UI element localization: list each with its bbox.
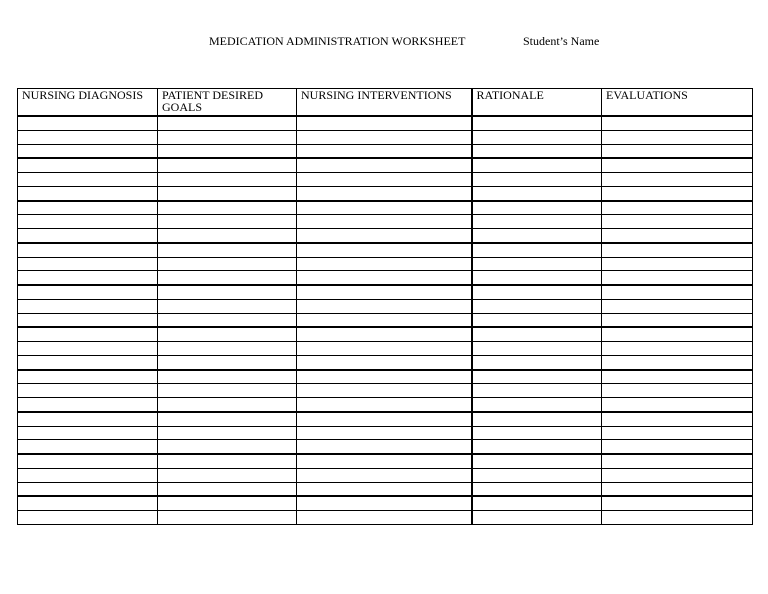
table-row <box>18 243 753 257</box>
cell-rationale <box>472 426 602 440</box>
cell-nursing-diagnosis <box>18 144 158 158</box>
cell-nursing-interventions <box>297 454 472 468</box>
cell-nursing-interventions <box>297 426 472 440</box>
cell-patient-desired-goals <box>158 370 297 384</box>
cell-evaluations <box>602 370 753 384</box>
cell-rationale <box>472 454 602 468</box>
table-row <box>18 384 753 398</box>
cell-evaluations <box>602 229 753 243</box>
cell-nursing-diagnosis <box>18 355 158 369</box>
cell-rationale <box>472 342 602 356</box>
cell-rationale <box>472 243 602 257</box>
cell-evaluations <box>602 158 753 172</box>
table-row <box>18 144 753 158</box>
cell-patient-desired-goals <box>158 201 297 215</box>
cell-evaluations <box>602 173 753 187</box>
cell-nursing-diagnosis <box>18 468 158 482</box>
table-row <box>18 398 753 412</box>
table-row <box>18 186 753 200</box>
cell-evaluations <box>602 271 753 285</box>
cell-nursing-diagnosis <box>18 201 158 215</box>
cell-patient-desired-goals <box>158 215 297 229</box>
cell-nursing-interventions <box>297 511 472 525</box>
cell-rationale <box>472 370 602 384</box>
cell-patient-desired-goals <box>158 496 297 510</box>
cell-nursing-interventions <box>297 229 472 243</box>
cell-nursing-diagnosis <box>18 186 158 200</box>
table-row <box>18 116 753 130</box>
table-row <box>18 426 753 440</box>
cell-rationale <box>472 257 602 271</box>
table-row <box>18 454 753 468</box>
cell-evaluations <box>602 511 753 525</box>
table-row <box>18 285 753 299</box>
cell-patient-desired-goals <box>158 342 297 356</box>
cell-rationale <box>472 398 602 412</box>
cell-patient-desired-goals <box>158 173 297 187</box>
cell-nursing-diagnosis <box>18 116 158 130</box>
cell-evaluations <box>602 342 753 356</box>
cell-patient-desired-goals <box>158 412 297 426</box>
cell-patient-desired-goals <box>158 271 297 285</box>
cell-rationale <box>472 313 602 327</box>
cell-rationale <box>472 144 602 158</box>
cell-nursing-diagnosis <box>18 454 158 468</box>
cell-evaluations <box>602 355 753 369</box>
cell-nursing-diagnosis <box>18 299 158 313</box>
cell-nursing-diagnosis <box>18 440 158 454</box>
cell-patient-desired-goals <box>158 158 297 172</box>
cell-rationale <box>472 327 602 341</box>
table-row <box>18 412 753 426</box>
cell-nursing-interventions <box>297 116 472 130</box>
cell-rationale <box>472 229 602 243</box>
table-row <box>18 215 753 229</box>
cell-nursing-diagnosis <box>18 384 158 398</box>
cell-nursing-diagnosis <box>18 130 158 144</box>
cell-nursing-diagnosis <box>18 496 158 510</box>
cell-patient-desired-goals <box>158 398 297 412</box>
cell-rationale <box>472 116 602 130</box>
cell-patient-desired-goals <box>158 327 297 341</box>
cell-patient-desired-goals <box>158 426 297 440</box>
cell-rationale <box>472 468 602 482</box>
cell-nursing-interventions <box>297 496 472 510</box>
cell-nursing-interventions <box>297 144 472 158</box>
cell-rationale <box>472 412 602 426</box>
table-row <box>18 511 753 525</box>
cell-rationale <box>472 285 602 299</box>
cell-nursing-diagnosis <box>18 173 158 187</box>
cell-rationale <box>472 355 602 369</box>
cell-rationale <box>472 271 602 285</box>
cell-evaluations <box>602 144 753 158</box>
cell-nursing-interventions <box>297 186 472 200</box>
cell-patient-desired-goals <box>158 468 297 482</box>
cell-nursing-diagnosis <box>18 215 158 229</box>
cell-nursing-interventions <box>297 370 472 384</box>
cell-nursing-interventions <box>297 482 472 496</box>
cell-nursing-interventions <box>297 313 472 327</box>
cell-rationale <box>472 186 602 200</box>
cell-nursing-diagnosis <box>18 257 158 271</box>
cell-patient-desired-goals <box>158 116 297 130</box>
cell-rationale <box>472 173 602 187</box>
table-row <box>18 299 753 313</box>
student-name-label: Student’s Name <box>523 34 600 48</box>
cell-evaluations <box>602 384 753 398</box>
cell-nursing-diagnosis <box>18 327 158 341</box>
table-row <box>18 468 753 482</box>
cell-rationale <box>472 482 602 496</box>
table-row <box>18 130 753 144</box>
table-row <box>18 496 753 510</box>
cell-nursing-diagnosis <box>18 370 158 384</box>
cell-nursing-interventions <box>297 173 472 187</box>
cell-evaluations <box>602 482 753 496</box>
cell-nursing-interventions <box>297 285 472 299</box>
cell-nursing-diagnosis <box>18 482 158 496</box>
cell-patient-desired-goals <box>158 440 297 454</box>
cell-evaluations <box>602 398 753 412</box>
cell-rationale <box>472 201 602 215</box>
cell-patient-desired-goals <box>158 285 297 299</box>
table-row <box>18 370 753 384</box>
cell-evaluations <box>602 186 753 200</box>
cell-patient-desired-goals <box>158 384 297 398</box>
cell-nursing-diagnosis <box>18 285 158 299</box>
cell-nursing-diagnosis <box>18 398 158 412</box>
table-row <box>18 482 753 496</box>
cell-rationale <box>472 299 602 313</box>
cell-nursing-interventions <box>297 440 472 454</box>
worksheet-table <box>17 88 753 525</box>
cell-nursing-diagnosis <box>18 158 158 172</box>
cell-nursing-interventions <box>297 327 472 341</box>
cell-nursing-interventions <box>297 271 472 285</box>
cell-evaluations <box>602 440 753 454</box>
cell-nursing-interventions <box>297 342 472 356</box>
cell-evaluations <box>602 412 753 426</box>
cell-rationale <box>472 496 602 510</box>
cell-nursing-diagnosis <box>18 426 158 440</box>
cell-evaluations <box>602 313 753 327</box>
cell-rationale <box>472 384 602 398</box>
cell-patient-desired-goals <box>158 130 297 144</box>
cell-rationale <box>472 215 602 229</box>
cell-nursing-interventions <box>297 299 472 313</box>
table-row <box>18 271 753 285</box>
table-row <box>18 173 753 187</box>
cell-nursing-diagnosis <box>18 342 158 356</box>
cell-evaluations <box>602 130 753 144</box>
cell-rationale <box>472 440 602 454</box>
table-row <box>18 257 753 271</box>
cell-nursing-interventions <box>297 257 472 271</box>
cell-rationale <box>472 158 602 172</box>
cell-evaluations <box>602 426 753 440</box>
cell-rationale <box>472 130 602 144</box>
cell-nursing-interventions <box>297 201 472 215</box>
cell-evaluations <box>602 257 753 271</box>
cell-patient-desired-goals <box>158 243 297 257</box>
cell-patient-desired-goals <box>158 186 297 200</box>
cell-evaluations <box>602 299 753 313</box>
cell-nursing-interventions <box>297 355 472 369</box>
cell-evaluations <box>602 327 753 341</box>
column-header-nursing-interventions: NURSING INTERVENTIONS <box>297 89 472 117</box>
cell-patient-desired-goals <box>158 313 297 327</box>
cell-nursing-interventions <box>297 130 472 144</box>
table-row <box>18 313 753 327</box>
cell-patient-desired-goals <box>158 511 297 525</box>
table-body <box>18 116 753 524</box>
table-row <box>18 327 753 341</box>
table-row <box>18 158 753 172</box>
cell-evaluations <box>602 243 753 257</box>
cell-nursing-interventions <box>297 412 472 426</box>
cell-patient-desired-goals <box>158 355 297 369</box>
cell-nursing-interventions <box>297 243 472 257</box>
cell-nursing-diagnosis <box>18 243 158 257</box>
cell-evaluations <box>602 285 753 299</box>
table-row <box>18 229 753 243</box>
column-header-nursing-diagnosis: NURSING DIAGNOSIS <box>18 89 158 117</box>
cell-patient-desired-goals <box>158 229 297 243</box>
cell-rationale <box>472 511 602 525</box>
cell-nursing-diagnosis <box>18 271 158 285</box>
cell-patient-desired-goals <box>158 482 297 496</box>
table-row <box>18 355 753 369</box>
cell-nursing-interventions <box>297 468 472 482</box>
page-title: MEDICATION ADMINISTRATION WORKSHEET <box>209 34 466 48</box>
cell-nursing-interventions <box>297 384 472 398</box>
cell-evaluations <box>602 215 753 229</box>
cell-patient-desired-goals <box>158 144 297 158</box>
table-row <box>18 201 753 215</box>
column-header-evaluations: EVALUATIONS <box>602 89 753 117</box>
table-row <box>18 342 753 356</box>
column-header-patient-desired-goals: PATIENT DESIRED GOALS <box>158 89 297 117</box>
cell-nursing-diagnosis <box>18 412 158 426</box>
cell-evaluations <box>602 496 753 510</box>
cell-patient-desired-goals <box>158 257 297 271</box>
table-row <box>18 440 753 454</box>
cell-nursing-diagnosis <box>18 313 158 327</box>
cell-evaluations <box>602 116 753 130</box>
cell-nursing-interventions <box>297 158 472 172</box>
cell-evaluations <box>602 201 753 215</box>
cell-evaluations <box>602 454 753 468</box>
cell-nursing-diagnosis <box>18 511 158 525</box>
cell-nursing-interventions <box>297 215 472 229</box>
cell-nursing-diagnosis <box>18 229 158 243</box>
column-header-rationale: RATIONALE <box>472 89 602 117</box>
cell-evaluations <box>602 468 753 482</box>
cell-patient-desired-goals <box>158 454 297 468</box>
cell-nursing-interventions <box>297 398 472 412</box>
table-header-row <box>18 89 753 117</box>
cell-patient-desired-goals <box>158 299 297 313</box>
